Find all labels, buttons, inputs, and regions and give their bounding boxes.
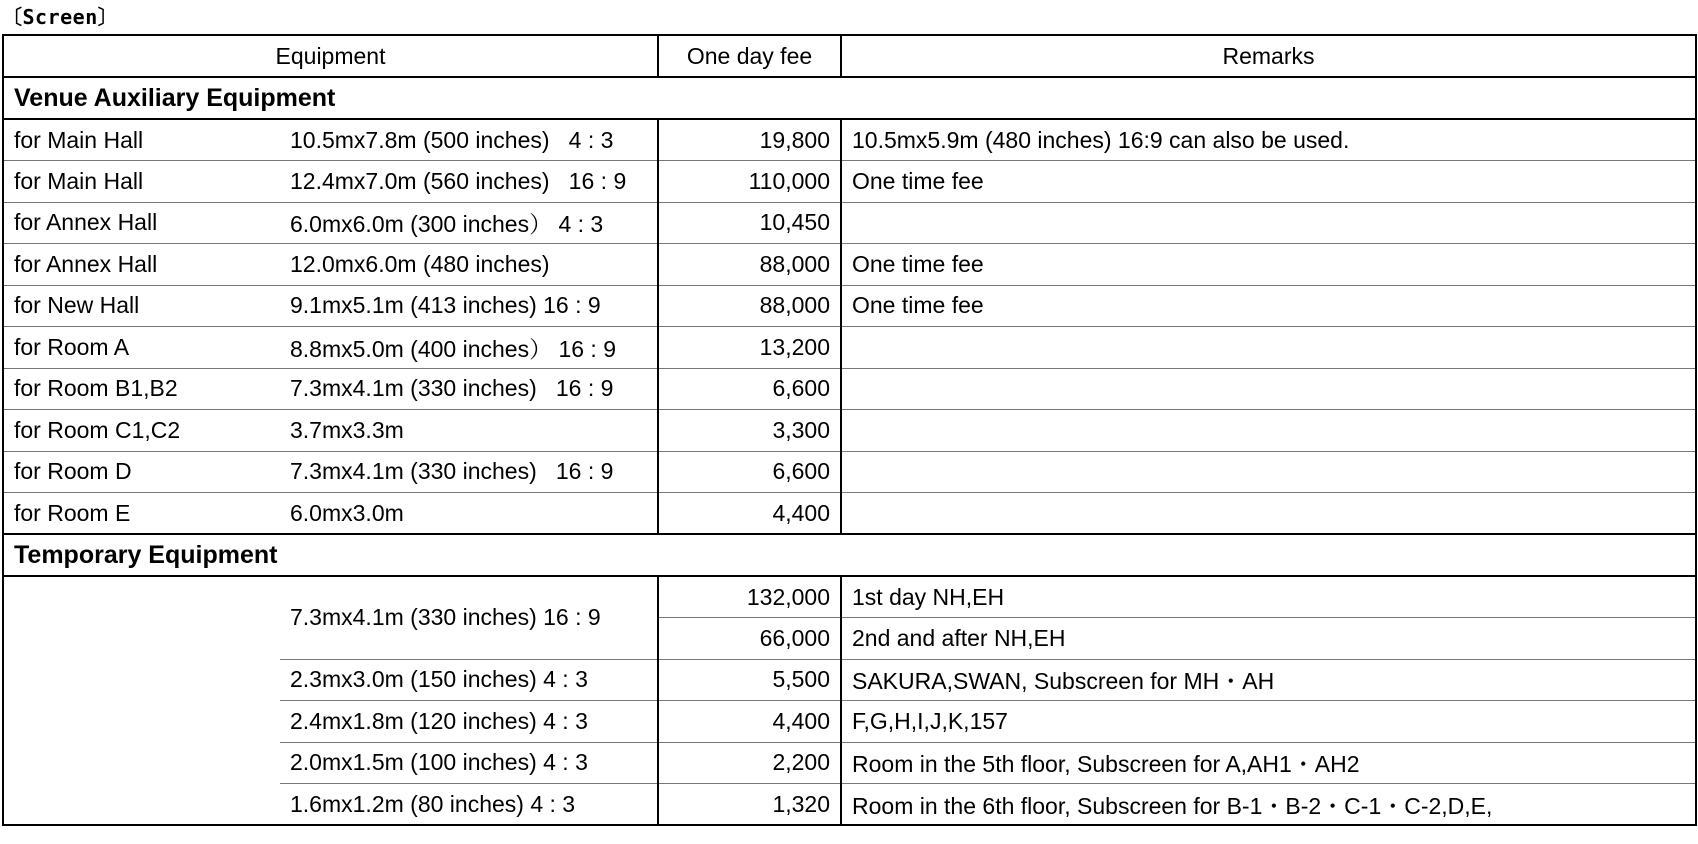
size-cell: 12.0mx6.0m (480 inches) — [280, 244, 658, 286]
screen-fee-table — [2, 34, 1697, 826]
venue-cell: for Annex Hall — [3, 202, 280, 244]
table-row — [3, 451, 1696, 493]
header-equipment: Equipment — [3, 35, 658, 77]
venue-cell: for Room E — [3, 493, 280, 535]
table-row — [3, 161, 1696, 203]
size-cell: 6.0mx3.0m — [280, 493, 658, 535]
remarks-cell: 10.5mx5.9m (480 inches) 16:9 can also be used. — [841, 119, 1696, 161]
venue-cell: for Room B1,B2 — [3, 368, 280, 410]
fee-cell: 13,200 — [658, 327, 841, 369]
size-cell: 7.3mx4.1m (330 inches) 16 : 9 — [280, 576, 658, 659]
section-title: Venue Auxiliary Equipment — [3, 77, 1696, 119]
remarks-cell: Room in the 6th floor, Subscreen for B-1・B-2・C-1・C-2,D,E, — [841, 784, 1696, 826]
venue-cell-empty — [3, 576, 280, 825]
size-cell: 10.5mx7.8m (500 inches) 4 : 3 — [280, 119, 658, 161]
fee-cell: 1,320 — [658, 784, 841, 826]
size-cell: 7.3mx4.1m (330 inches) 16 : 9 — [280, 451, 658, 493]
remarks-cell — [841, 327, 1696, 369]
fee-cell: 2,200 — [658, 742, 841, 784]
fee-cell: 19,800 — [658, 119, 841, 161]
remarks-cell: F,G,H,I,J,K,157 — [841, 701, 1696, 743]
remarks-cell — [841, 451, 1696, 493]
table-row — [3, 368, 1696, 410]
fee-cell: 132,000 — [658, 576, 841, 618]
header-remarks: Remarks — [841, 35, 1696, 77]
table-row — [3, 410, 1696, 452]
venue-cell: for Room C1,C2 — [3, 410, 280, 452]
size-cell: 3.7mx3.3m — [280, 410, 658, 452]
table-row — [3, 576, 1696, 618]
remarks-cell: 2nd and after NH,EH — [841, 618, 1696, 660]
fee-cell: 88,000 — [658, 244, 841, 286]
remarks-cell: SAKURA,SWAN, Subscreen for MH・AH — [841, 659, 1696, 701]
remarks-cell: 1st day NH,EH — [841, 576, 1696, 618]
section-header-temporary — [3, 534, 1696, 576]
fee-cell: 4,400 — [658, 701, 841, 743]
remarks-cell: Room in the 5th floor, Subscreen for A,AH1・AH2 — [841, 742, 1696, 784]
venue-cell: for Main Hall — [3, 119, 280, 161]
fee-cell: 5,500 — [658, 659, 841, 701]
fee-cell: 110,000 — [658, 161, 841, 203]
remarks-cell — [841, 202, 1696, 244]
fee-cell: 6,600 — [658, 451, 841, 493]
table-row — [3, 244, 1696, 286]
table-row — [3, 202, 1696, 244]
size-cell: 2.3mx3.0m (150 inches) 4 : 3 — [280, 659, 658, 701]
table-row — [3, 285, 1696, 327]
table-row — [3, 119, 1696, 161]
fee-cell: 6,600 — [658, 368, 841, 410]
fee-cell: 3,300 — [658, 410, 841, 452]
fee-cell: 10,450 — [658, 202, 841, 244]
venue-cell: for Annex Hall — [3, 244, 280, 286]
size-cell: 7.3mx4.1m (330 inches) 16 : 9 — [280, 368, 658, 410]
size-cell: 1.6mx1.2m (80 inches) 4 : 3 — [280, 784, 658, 826]
size-cell: 6.0mx6.0m (300 inches） 4 : 3 — [280, 202, 658, 244]
remarks-cell: One time fee — [841, 161, 1696, 203]
header-one-day-fee: One day fee — [658, 35, 841, 77]
remarks-cell: One time fee — [841, 285, 1696, 327]
remarks-cell: One time fee — [841, 244, 1696, 286]
size-cell: 2.0mx1.5m (100 inches) 4 : 3 — [280, 742, 658, 784]
table-header-row — [3, 35, 1696, 77]
venue-cell: for Room A — [3, 327, 280, 369]
remarks-cell — [841, 368, 1696, 410]
table-row — [3, 327, 1696, 369]
venue-cell: for Room D — [3, 451, 280, 493]
size-cell: 9.1mx5.1m (413 inches) 16 : 9 — [280, 285, 658, 327]
page-title: 〔Screen〕 — [2, 5, 119, 29]
table-row — [3, 493, 1696, 535]
size-cell: 8.8mx5.0m (400 inches） 16 : 9 — [280, 327, 658, 369]
venue-cell: for New Hall — [3, 285, 280, 327]
fee-cell: 66,000 — [658, 618, 841, 660]
fee-cell: 88,000 — [658, 285, 841, 327]
remarks-cell — [841, 493, 1696, 535]
venue-cell: for Main Hall — [3, 161, 280, 203]
section-header-venue-auxiliary — [3, 77, 1696, 119]
size-cell: 12.4mx7.0m (560 inches) 16 : 9 — [280, 161, 658, 203]
fee-cell: 4,400 — [658, 493, 841, 535]
remarks-cell — [841, 410, 1696, 452]
section-title: Temporary Equipment — [3, 534, 1696, 576]
size-cell: 2.4mx1.8m (120 inches) 4 : 3 — [280, 701, 658, 743]
